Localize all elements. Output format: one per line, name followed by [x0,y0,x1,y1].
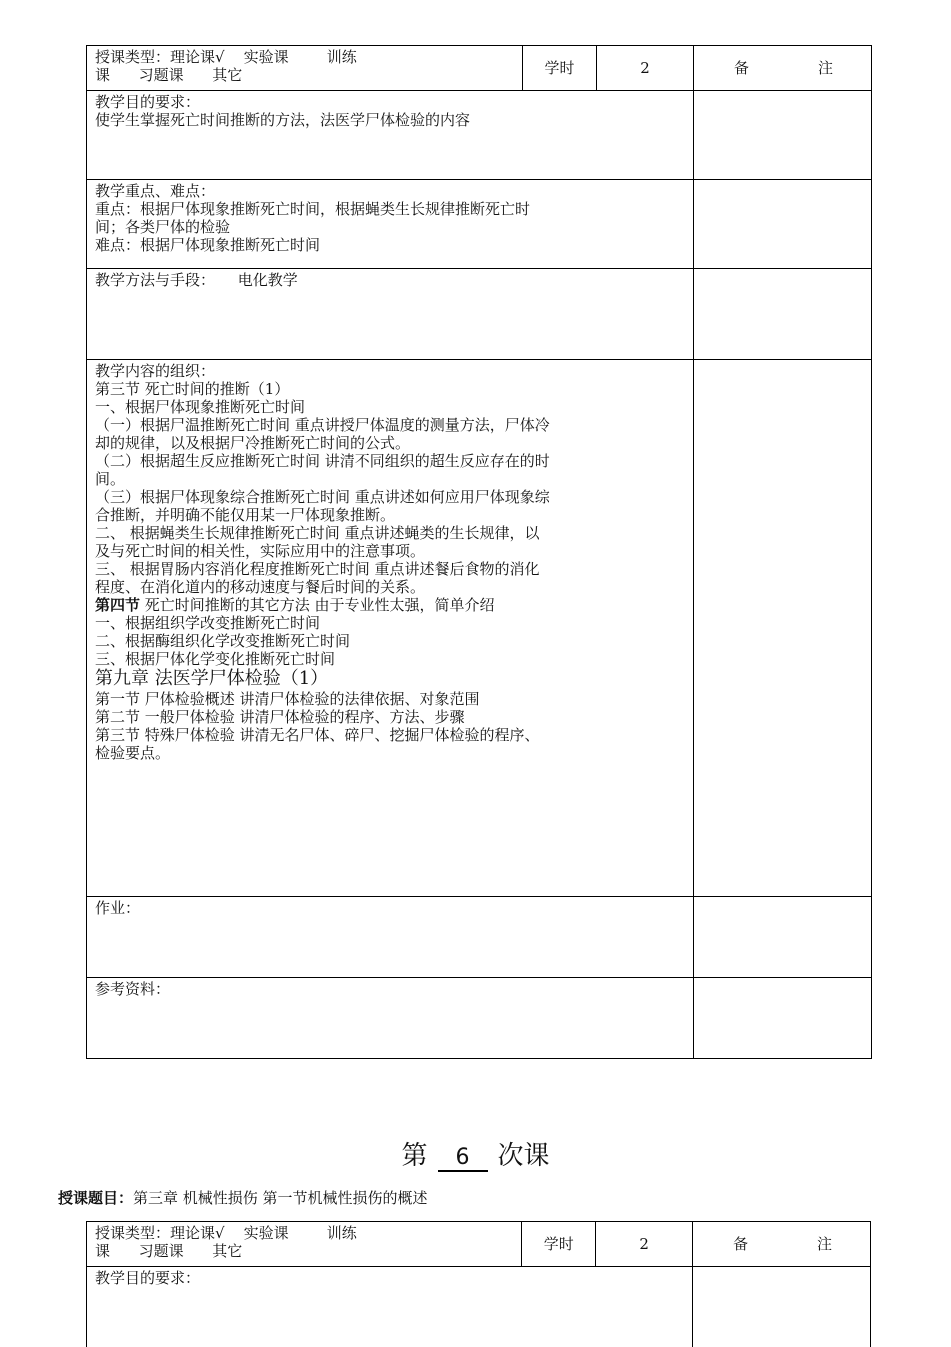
topic-value: 第三章 机械性损伤 第一节机械性损伤的概述 [133,1189,428,1207]
course-type-line1: 授课类型：理论课√ 实验课 训练 [95,48,357,66]
course-type-line1: 授课类型：理论课√ 实验课 训练 [95,1224,357,1242]
content-line: （三）根据尸体现象综合推断死亡时间 重点讲述如何应用尸体现象综 [95,488,550,506]
topic-label: 授课题目： [58,1189,134,1207]
remarks-right-char: 注 [817,59,833,77]
content-remarks [694,360,872,897]
lesson-number: 6 [438,1145,488,1172]
table-header-row [87,46,872,91]
lesson-prefix: 第 [401,1141,428,1171]
objectives-remarks [694,91,872,180]
key-points-line2: 间；各类尸体的检验 [95,218,231,236]
course-type-line2: 课 习题课 其它 [95,66,243,84]
course-type-cell [87,1222,522,1267]
content-line: 三、根据尸体化学变化推断死亡时间 [95,650,336,668]
key-points-cell [87,180,694,269]
key-points-remarks [694,180,872,269]
objectives-label: 教学目的要求： [95,1269,201,1287]
references-label: 参考资料： [95,980,171,998]
section4-line [95,596,685,614]
remarks-left-char: 备 [733,1235,749,1253]
content-line: 却的规律，以及根据尸冷推断死亡时间的公式。 [95,434,411,452]
methods-cell [87,269,694,360]
content-line: 一、根据组织学改变推断死亡时间 [95,614,321,632]
objectives-remarks [693,1267,871,1347]
content-line: （一）根据尸温推断死亡时间 重点讲授尸体温度的测量方法，尸体冷 [95,416,550,434]
course-type-cell [87,46,523,91]
methods-remarks [694,269,872,360]
key-points-row [87,180,872,269]
lesson-plan-table-2 [86,1221,871,1347]
homework-row [87,897,872,978]
objectives-cell [87,91,694,180]
remarks-header [694,46,872,91]
hours-label: 学时 [522,1222,596,1267]
table-header-row [87,1222,871,1267]
objectives-text: 使学生掌握死亡时间推断的方法，法医学尸体检验的内容 [95,111,471,129]
content-line: 程度、在消化道内的移动速度与餐后时间的关系。 [95,578,426,596]
homework-cell [87,897,694,978]
content-line: 第一节 尸体检验概述 讲清尸体检验的法律依据、对象范围 [95,690,480,708]
content-line: 二、 根据蝇类生长规律推断死亡时间 重点讲述蝇类的生长规律，以 [95,524,540,542]
hours-label: 学时 [523,46,597,91]
content-line: 一、根据尸体现象推断死亡时间 [95,398,306,416]
references-remarks [694,978,872,1059]
lesson-plan-table [86,45,872,1059]
references-row [87,978,872,1059]
second-table-wrapper [86,1221,871,1347]
content-line: 及与死亡时间的相关性，实际应用中的注意事项。 [95,542,426,560]
references-cell [87,978,694,1059]
methods-label: 教学方法与手段： [95,271,216,289]
content-line: 二、根据酶组织化学改变推断死亡时间 [95,632,351,650]
homework-remarks [694,897,872,978]
methods-row [87,269,872,360]
content-line: 检验要点。 [95,744,171,762]
content-line: 三、 根据胃肠内容消化程度推断死亡时间 重点讲述餐后食物的消化 [95,560,540,578]
remarks-right-char: 注 [816,1235,832,1253]
content-line: 第二节 一般尸体检验 讲清尸体检验的程序、方法、步骤 [95,708,465,726]
content-line: 间。 [95,470,126,488]
objectives-cell [87,1267,693,1347]
course-type-line2: 课 习题课 其它 [95,1242,243,1260]
content-cell [87,360,694,897]
key-points-line1: 重点：根据尸体现象推断死亡时间，根据蝇类生长规律推断死亡时 [95,200,531,218]
lesson-number-heading [0,1135,951,1172]
content-label: 教学内容的组织： [95,362,216,380]
content-row [87,360,872,897]
objectives-row [87,91,872,180]
key-points-label: 教学重点、难点： [95,182,216,200]
objectives-row [87,1267,871,1347]
content-line: 第三节 特殊尸体检验 讲清无名尸体、碎尸、挖掘尸体检验的程序、 [95,726,540,744]
content-line: 合推断，并明确不能仅用某一尸体现象推断。 [95,506,396,524]
remarks-left-char: 备 [734,59,750,77]
remarks-header [693,1222,871,1267]
methods-value: 电化教学 [237,271,298,289]
homework-label: 作业： [95,899,141,917]
chapter9-heading: 第九章 法医学尸体检验（1） [95,668,329,689]
lesson-suffix: 次课 [497,1141,550,1171]
content-line: 第三节 死亡时间的推断（1） [95,380,290,398]
hours-value: 2 [596,1222,693,1267]
section4-text: 死亡时间推断的其它方法 由于专业性太强，简单介绍 [140,596,495,614]
objectives-label: 教学目的要求： [95,93,201,111]
hours-value: 2 [597,46,694,91]
content-line: （二）根据超生反应推断死亡时间 讲清不同组织的超生反应存在的时 [95,452,550,470]
section4-heading: 第四节 [95,596,141,614]
key-points-line3: 难点：根据尸体现象推断死亡时间 [95,236,321,254]
lesson-topic [58,1187,428,1208]
